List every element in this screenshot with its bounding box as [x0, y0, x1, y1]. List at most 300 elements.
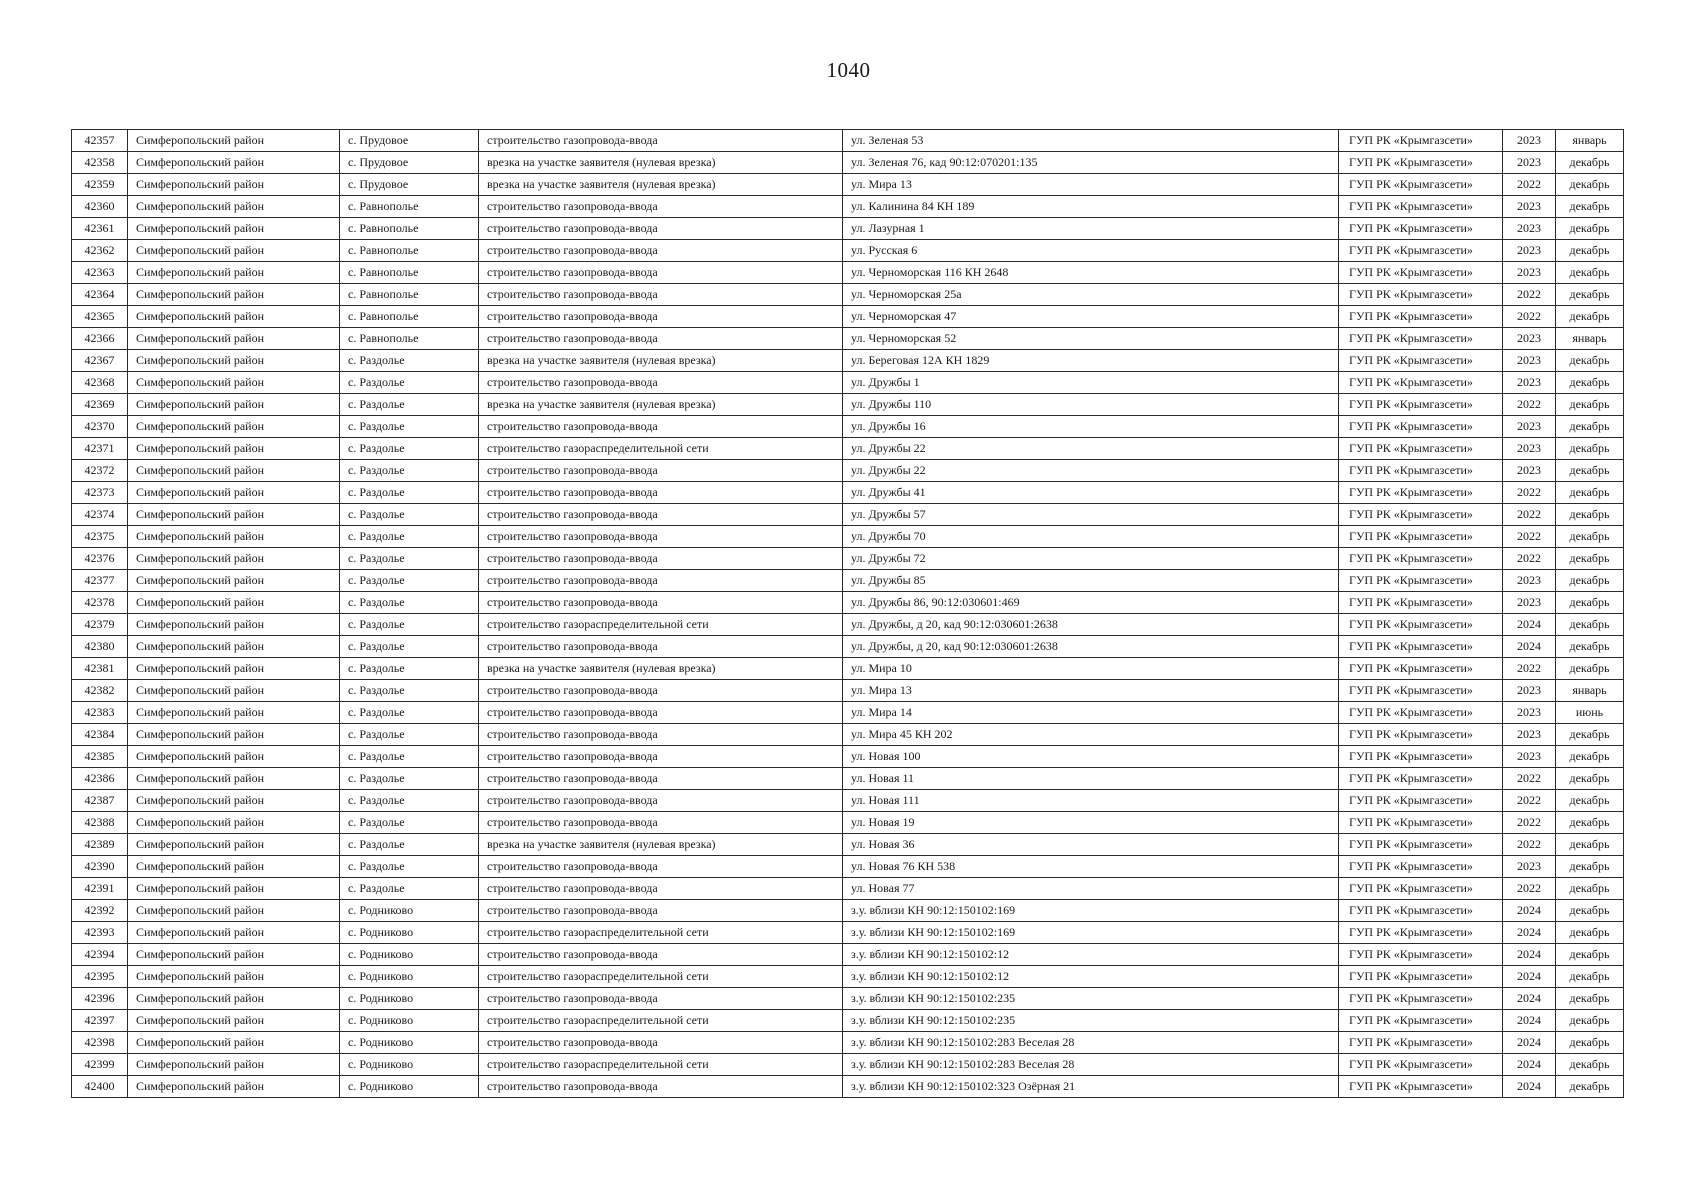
- address-cell: ул. Черноморская 52: [843, 328, 1339, 350]
- month-cell: декабрь: [1556, 438, 1624, 460]
- district-cell: Симферопольский район: [128, 526, 340, 548]
- year-cell: 2022: [1503, 834, 1556, 856]
- settlement-cell: с. Раздолье: [340, 416, 479, 438]
- record-number-cell: 42387: [72, 790, 128, 812]
- organization-cell: ГУП РК «Крымгазсети»: [1339, 614, 1503, 636]
- month-cell: декабрь: [1556, 350, 1624, 372]
- year-cell: 2022: [1503, 768, 1556, 790]
- table-row: [72, 812, 1624, 834]
- settlement-cell: с. Родниково: [340, 966, 479, 988]
- work-type-cell: строительство газопровода-ввода: [479, 724, 843, 746]
- work-type-cell: строительство газораспределительной сети: [479, 438, 843, 460]
- year-cell: 2024: [1503, 1010, 1556, 1032]
- year-cell: 2022: [1503, 174, 1556, 196]
- district-cell: Симферопольский район: [128, 416, 340, 438]
- record-number-cell: 42393: [72, 922, 128, 944]
- district-cell: Симферопольский район: [128, 658, 340, 680]
- table-row: [72, 504, 1624, 526]
- district-cell: Симферопольский район: [128, 152, 340, 174]
- year-cell: 2023: [1503, 416, 1556, 438]
- settlement-cell: с. Родниково: [340, 1032, 479, 1054]
- district-cell: Симферопольский район: [128, 592, 340, 614]
- organization-cell: ГУП РК «Крымгазсети»: [1339, 240, 1503, 262]
- work-type-cell: строительство газопровода-ввода: [479, 900, 843, 922]
- table-row: [72, 130, 1624, 152]
- table-row: [72, 1032, 1624, 1054]
- district-cell: Симферопольский район: [128, 328, 340, 350]
- organization-cell: ГУП РК «Крымгазсети»: [1339, 152, 1503, 174]
- gasification-registry-table: [71, 129, 1624, 1098]
- table-row: [72, 328, 1624, 350]
- address-cell: ул. Черноморская 116 КН 2648: [843, 262, 1339, 284]
- settlement-cell: с. Родниково: [340, 1054, 479, 1076]
- year-cell: 2023: [1503, 438, 1556, 460]
- record-number-cell: 42362: [72, 240, 128, 262]
- table-row: [72, 196, 1624, 218]
- organization-cell: ГУП РК «Крымгазсети»: [1339, 834, 1503, 856]
- settlement-cell: с. Раздолье: [340, 592, 479, 614]
- record-number-cell: 42374: [72, 504, 128, 526]
- district-cell: Симферопольский район: [128, 724, 340, 746]
- organization-cell: ГУП РК «Крымгазсети»: [1339, 196, 1503, 218]
- record-number-cell: 42391: [72, 878, 128, 900]
- settlement-cell: с. Равнополье: [340, 240, 479, 262]
- district-cell: Симферопольский район: [128, 240, 340, 262]
- address-cell: ул. Зеленая 53: [843, 130, 1339, 152]
- record-number-cell: 42364: [72, 284, 128, 306]
- record-number-cell: 42389: [72, 834, 128, 856]
- organization-cell: ГУП РК «Крымгазсети»: [1339, 460, 1503, 482]
- record-number-cell: 42379: [72, 614, 128, 636]
- district-cell: Симферопольский район: [128, 636, 340, 658]
- month-cell: декабрь: [1556, 1054, 1624, 1076]
- table-row: [72, 658, 1624, 680]
- table-row: [72, 790, 1624, 812]
- settlement-cell: с. Родниково: [340, 988, 479, 1010]
- work-type-cell: врезка на участке заявителя (нулевая врезка): [479, 152, 843, 174]
- address-cell: ул. Черноморская 25а: [843, 284, 1339, 306]
- table-row: [72, 526, 1624, 548]
- organization-cell: ГУП РК «Крымгазсети»: [1339, 922, 1503, 944]
- organization-cell: ГУП РК «Крымгазсети»: [1339, 1076, 1503, 1098]
- district-cell: Симферопольский район: [128, 1032, 340, 1054]
- work-type-cell: строительство газопровода-ввода: [479, 196, 843, 218]
- district-cell: Симферопольский район: [128, 438, 340, 460]
- address-cell: з.у. вблизи КН 90:12:150102:235: [843, 1010, 1339, 1032]
- district-cell: Симферопольский район: [128, 856, 340, 878]
- address-cell: ул. Новая 19: [843, 812, 1339, 834]
- address-cell: ул. Мира 14: [843, 702, 1339, 724]
- address-cell: ул. Дружбы 70: [843, 526, 1339, 548]
- year-cell: 2024: [1503, 1054, 1556, 1076]
- work-type-cell: строительство газораспределительной сети: [479, 1010, 843, 1032]
- work-type-cell: строительство газопровода-ввода: [479, 570, 843, 592]
- settlement-cell: с. Раздолье: [340, 658, 479, 680]
- address-cell: ул. Новая 111: [843, 790, 1339, 812]
- district-cell: Симферопольский район: [128, 768, 340, 790]
- settlement-cell: с. Раздолье: [340, 724, 479, 746]
- district-cell: Симферопольский район: [128, 834, 340, 856]
- settlement-cell: с. Раздолье: [340, 702, 479, 724]
- table-row: [72, 570, 1624, 592]
- table-row: [72, 988, 1624, 1010]
- table-row: [72, 548, 1624, 570]
- month-cell: январь: [1556, 130, 1624, 152]
- organization-cell: ГУП РК «Крымгазсети»: [1339, 724, 1503, 746]
- record-number-cell: 42386: [72, 768, 128, 790]
- settlement-cell: с. Раздолье: [340, 438, 479, 460]
- address-cell: ул. Дружбы 57: [843, 504, 1339, 526]
- settlement-cell: с. Раздолье: [340, 504, 479, 526]
- address-cell: ул. Новая 11: [843, 768, 1339, 790]
- year-cell: 2023: [1503, 460, 1556, 482]
- work-type-cell: строительство газопровода-ввода: [479, 1076, 843, 1098]
- organization-cell: ГУП РК «Крымгазсети»: [1339, 966, 1503, 988]
- record-number-cell: 42382: [72, 680, 128, 702]
- address-cell: ул. Дружбы 22: [843, 438, 1339, 460]
- record-number-cell: 42365: [72, 306, 128, 328]
- record-number-cell: 42375: [72, 526, 128, 548]
- organization-cell: ГУП РК «Крымгазсети»: [1339, 174, 1503, 196]
- record-number-cell: 42358: [72, 152, 128, 174]
- work-type-cell: строительство газопровода-ввода: [479, 482, 843, 504]
- table-row: [72, 614, 1624, 636]
- work-type-cell: строительство газораспределительной сети: [479, 614, 843, 636]
- organization-cell: ГУП РК «Крымгазсети»: [1339, 878, 1503, 900]
- record-number-cell: 42369: [72, 394, 128, 416]
- record-number-cell: 42359: [72, 174, 128, 196]
- organization-cell: ГУП РК «Крымгазсети»: [1339, 658, 1503, 680]
- table-row: [72, 856, 1624, 878]
- year-cell: 2024: [1503, 900, 1556, 922]
- page-number: 1040: [826, 58, 871, 82]
- district-cell: Симферопольский район: [128, 702, 340, 724]
- settlement-cell: с. Раздолье: [340, 636, 479, 658]
- address-cell: ул. Лазурная 1: [843, 218, 1339, 240]
- table-row: [72, 944, 1624, 966]
- year-cell: 2023: [1503, 702, 1556, 724]
- year-cell: 2023: [1503, 218, 1556, 240]
- address-cell: ул. Новая 76 КН 538: [843, 856, 1339, 878]
- settlement-cell: с. Раздолье: [340, 790, 479, 812]
- settlement-cell: с. Раздолье: [340, 834, 479, 856]
- year-cell: 2024: [1503, 1076, 1556, 1098]
- work-type-cell: строительство газопровода-ввода: [479, 812, 843, 834]
- address-cell: ул. Калинина 84 КН 189: [843, 196, 1339, 218]
- year-cell: 2024: [1503, 944, 1556, 966]
- organization-cell: ГУП РК «Крымгазсети»: [1339, 768, 1503, 790]
- organization-cell: ГУП РК «Крымгазсети»: [1339, 812, 1503, 834]
- table-row: [72, 900, 1624, 922]
- district-cell: Симферопольский район: [128, 614, 340, 636]
- organization-cell: ГУП РК «Крымгазсети»: [1339, 218, 1503, 240]
- year-cell: 2022: [1503, 790, 1556, 812]
- work-type-cell: строительство газопровода-ввода: [479, 460, 843, 482]
- address-cell: ул. Мира 13: [843, 174, 1339, 196]
- record-number-cell: 42378: [72, 592, 128, 614]
- address-cell: ул. Дружбы 41: [843, 482, 1339, 504]
- year-cell: 2023: [1503, 592, 1556, 614]
- table-row: [72, 372, 1624, 394]
- settlement-cell: с. Родниково: [340, 922, 479, 944]
- organization-cell: ГУП РК «Крымгазсети»: [1339, 372, 1503, 394]
- work-type-cell: врезка на участке заявителя (нулевая врезка): [479, 658, 843, 680]
- district-cell: Симферопольский район: [128, 284, 340, 306]
- year-cell: 2024: [1503, 636, 1556, 658]
- month-cell: декабрь: [1556, 944, 1624, 966]
- district-cell: Симферопольский район: [128, 372, 340, 394]
- table-row: [72, 262, 1624, 284]
- record-number-cell: 42395: [72, 966, 128, 988]
- table-row: [72, 460, 1624, 482]
- work-type-cell: строительство газораспределительной сети: [479, 966, 843, 988]
- district-cell: Симферопольский район: [128, 1054, 340, 1076]
- record-number-cell: 42371: [72, 438, 128, 460]
- month-cell: декабрь: [1556, 460, 1624, 482]
- district-cell: Симферопольский район: [128, 548, 340, 570]
- work-type-cell: строительство газопровода-ввода: [479, 790, 843, 812]
- organization-cell: ГУП РК «Крымгазсети»: [1339, 570, 1503, 592]
- work-type-cell: строительство газопровода-ввода: [479, 284, 843, 306]
- settlement-cell: с. Раздолье: [340, 746, 479, 768]
- record-number-cell: 42399: [72, 1054, 128, 1076]
- record-number-cell: 42380: [72, 636, 128, 658]
- record-number-cell: 42394: [72, 944, 128, 966]
- month-cell: декабрь: [1556, 262, 1624, 284]
- organization-cell: ГУП РК «Крымгазсети»: [1339, 394, 1503, 416]
- record-number-cell: 42372: [72, 460, 128, 482]
- record-number-cell: 42376: [72, 548, 128, 570]
- work-type-cell: строительство газопровода-ввода: [479, 944, 843, 966]
- district-cell: Симферопольский район: [128, 878, 340, 900]
- record-number-cell: 42385: [72, 746, 128, 768]
- month-cell: декабрь: [1556, 878, 1624, 900]
- settlement-cell: с. Прудовое: [340, 174, 479, 196]
- district-cell: Симферопольский район: [128, 900, 340, 922]
- settlement-cell: с. Раздолье: [340, 570, 479, 592]
- settlement-cell: с. Раздолье: [340, 856, 479, 878]
- month-cell: декабрь: [1556, 1010, 1624, 1032]
- work-type-cell: врезка на участке заявителя (нулевая врезка): [479, 174, 843, 196]
- record-number-cell: 42384: [72, 724, 128, 746]
- month-cell: декабрь: [1556, 922, 1624, 944]
- table-row: [72, 966, 1624, 988]
- table-row: [72, 306, 1624, 328]
- year-cell: 2023: [1503, 152, 1556, 174]
- address-cell: ул. Зеленая 76, кад 90:12:070201:135: [843, 152, 1339, 174]
- year-cell: 2023: [1503, 372, 1556, 394]
- month-cell: декабрь: [1556, 812, 1624, 834]
- month-cell: декабрь: [1556, 856, 1624, 878]
- organization-cell: ГУП РК «Крымгазсети»: [1339, 1054, 1503, 1076]
- organization-cell: ГУП РК «Крымгазсети»: [1339, 130, 1503, 152]
- work-type-cell: строительство газопровода-ввода: [479, 636, 843, 658]
- work-type-cell: строительство газопровода-ввода: [479, 768, 843, 790]
- year-cell: 2023: [1503, 680, 1556, 702]
- organization-cell: ГУП РК «Крымгазсети»: [1339, 790, 1503, 812]
- settlement-cell: с. Прудовое: [340, 152, 479, 174]
- table-row: [72, 680, 1624, 702]
- record-number-cell: 42363: [72, 262, 128, 284]
- month-cell: январь: [1556, 680, 1624, 702]
- district-cell: Симферопольский район: [128, 966, 340, 988]
- settlement-cell: с. Равнополье: [340, 262, 479, 284]
- year-cell: 2022: [1503, 284, 1556, 306]
- month-cell: декабрь: [1556, 306, 1624, 328]
- table-row: [72, 702, 1624, 724]
- organization-cell: ГУП РК «Крымгазсети»: [1339, 944, 1503, 966]
- address-cell: ул. Мира 13: [843, 680, 1339, 702]
- work-type-cell: строительство газопровода-ввода: [479, 306, 843, 328]
- month-cell: декабрь: [1556, 240, 1624, 262]
- settlement-cell: с. Раздолье: [340, 526, 479, 548]
- address-cell: ул. Русская 6: [843, 240, 1339, 262]
- month-cell: декабрь: [1556, 196, 1624, 218]
- record-number-cell: 42397: [72, 1010, 128, 1032]
- address-cell: ул. Черноморская 47: [843, 306, 1339, 328]
- record-number-cell: 42361: [72, 218, 128, 240]
- year-cell: 2023: [1503, 196, 1556, 218]
- month-cell: декабрь: [1556, 394, 1624, 416]
- month-cell: декабрь: [1556, 218, 1624, 240]
- work-type-cell: строительство газопровода-ввода: [479, 262, 843, 284]
- table-row: [72, 350, 1624, 372]
- record-number-cell: 42360: [72, 196, 128, 218]
- district-cell: Симферопольский район: [128, 922, 340, 944]
- address-cell: ул. Новая 36: [843, 834, 1339, 856]
- address-cell: ул. Дружбы, д 20, кад 90:12:030601:2638: [843, 614, 1339, 636]
- settlement-cell: с. Раздолье: [340, 812, 479, 834]
- district-cell: Симферопольский район: [128, 746, 340, 768]
- district-cell: Симферопольский район: [128, 196, 340, 218]
- month-cell: декабрь: [1556, 834, 1624, 856]
- settlement-cell: с. Равнополье: [340, 218, 479, 240]
- organization-cell: ГУП РК «Крымгазсети»: [1339, 482, 1503, 504]
- address-cell: ул. Дружбы 22: [843, 460, 1339, 482]
- settlement-cell: с. Раздолье: [340, 460, 479, 482]
- district-cell: Симферопольский район: [128, 460, 340, 482]
- month-cell: декабрь: [1556, 526, 1624, 548]
- record-number-cell: 42373: [72, 482, 128, 504]
- work-type-cell: строительство газопровода-ввода: [479, 218, 843, 240]
- work-type-cell: строительство газопровода-ввода: [479, 680, 843, 702]
- table-row: [72, 746, 1624, 768]
- table-row: [72, 174, 1624, 196]
- organization-cell: ГУП РК «Крымгазсети»: [1339, 438, 1503, 460]
- district-cell: Симферопольский район: [128, 790, 340, 812]
- address-cell: з.у. вблизи КН 90:12:150102:12: [843, 966, 1339, 988]
- organization-cell: ГУП РК «Крымгазсети»: [1339, 702, 1503, 724]
- organization-cell: ГУП РК «Крымгазсети»: [1339, 262, 1503, 284]
- table-row: [72, 1054, 1624, 1076]
- settlement-cell: с. Родниково: [340, 900, 479, 922]
- district-cell: Симферопольский район: [128, 174, 340, 196]
- organization-cell: ГУП РК «Крымгазсети»: [1339, 636, 1503, 658]
- address-cell: ул. Новая 77: [843, 878, 1339, 900]
- organization-cell: ГУП РК «Крымгазсети»: [1339, 856, 1503, 878]
- record-number-cell: 42388: [72, 812, 128, 834]
- organization-cell: ГУП РК «Крымгазсети»: [1339, 988, 1503, 1010]
- year-cell: 2022: [1503, 504, 1556, 526]
- record-number-cell: 42400: [72, 1076, 128, 1098]
- table-row: [72, 416, 1624, 438]
- month-cell: декабрь: [1556, 636, 1624, 658]
- settlement-cell: с. Раздолье: [340, 614, 479, 636]
- work-type-cell: врезка на участке заявителя (нулевая врезка): [479, 394, 843, 416]
- settlement-cell: с. Раздолье: [340, 878, 479, 900]
- address-cell: ул. Дружбы 110: [843, 394, 1339, 416]
- address-cell: з.у. вблизи КН 90:12:150102:323 Озёрная 21: [843, 1076, 1339, 1098]
- district-cell: Симферопольский район: [128, 504, 340, 526]
- organization-cell: ГУП РК «Крымгазсети»: [1339, 1010, 1503, 1032]
- settlement-cell: с. Равнополье: [340, 196, 479, 218]
- address-cell: з.у. вблизи КН 90:12:150102:235: [843, 988, 1339, 1010]
- work-type-cell: строительство газопровода-ввода: [479, 878, 843, 900]
- address-cell: ул. Дружбы 1: [843, 372, 1339, 394]
- address-cell: з.у. вблизи КН 90:12:150102:169: [843, 922, 1339, 944]
- record-number-cell: 42383: [72, 702, 128, 724]
- organization-cell: ГУП РК «Крымгазсети»: [1339, 350, 1503, 372]
- year-cell: 2024: [1503, 1032, 1556, 1054]
- work-type-cell: строительство газопровода-ввода: [479, 988, 843, 1010]
- organization-cell: ГУП РК «Крымгазсети»: [1339, 328, 1503, 350]
- work-type-cell: строительство газопровода-ввода: [479, 548, 843, 570]
- month-cell: декабрь: [1556, 988, 1624, 1010]
- month-cell: декабрь: [1556, 284, 1624, 306]
- work-type-cell: строительство газопровода-ввода: [479, 856, 843, 878]
- address-cell: з.у. вблизи КН 90:12:150102:169: [843, 900, 1339, 922]
- work-type-cell: строительство газопровода-ввода: [479, 372, 843, 394]
- table-row: [72, 592, 1624, 614]
- work-type-cell: строительство газопровода-ввода: [479, 746, 843, 768]
- settlement-cell: с. Раздолье: [340, 482, 479, 504]
- month-cell: декабрь: [1556, 482, 1624, 504]
- table-row: [72, 438, 1624, 460]
- work-type-cell: строительство газопровода-ввода: [479, 592, 843, 614]
- work-type-cell: строительство газопровода-ввода: [479, 328, 843, 350]
- organization-cell: ГУП РК «Крымгазсети»: [1339, 680, 1503, 702]
- month-cell: декабрь: [1556, 592, 1624, 614]
- record-number-cell: 42366: [72, 328, 128, 350]
- work-type-cell: строительство газопровода-ввода: [479, 416, 843, 438]
- settlement-cell: с. Раздолье: [340, 372, 479, 394]
- year-cell: 2023: [1503, 570, 1556, 592]
- table-row: [72, 218, 1624, 240]
- month-cell: декабрь: [1556, 504, 1624, 526]
- district-cell: Симферопольский район: [128, 130, 340, 152]
- record-number-cell: 42368: [72, 372, 128, 394]
- district-cell: Симферопольский район: [128, 1010, 340, 1032]
- year-cell: 2023: [1503, 746, 1556, 768]
- year-cell: 2022: [1503, 482, 1556, 504]
- work-type-cell: строительство газопровода-ввода: [479, 1032, 843, 1054]
- record-number-cell: 42357: [72, 130, 128, 152]
- district-cell: Симферопольский район: [128, 812, 340, 834]
- year-cell: 2023: [1503, 350, 1556, 372]
- address-cell: ул. Береговая 12А КН 1829: [843, 350, 1339, 372]
- month-cell: декабрь: [1556, 372, 1624, 394]
- table-row: [72, 878, 1624, 900]
- address-cell: ул. Дружбы, д 20, кад 90:12:030601:2638: [843, 636, 1339, 658]
- table-row: [72, 482, 1624, 504]
- settlement-cell: с. Прудовое: [340, 130, 479, 152]
- work-type-cell: строительство газораспределительной сети: [479, 922, 843, 944]
- record-number-cell: 42381: [72, 658, 128, 680]
- district-cell: Симферопольский район: [128, 680, 340, 702]
- month-cell: декабрь: [1556, 900, 1624, 922]
- year-cell: 2023: [1503, 130, 1556, 152]
- organization-cell: ГУП РК «Крымгазсети»: [1339, 746, 1503, 768]
